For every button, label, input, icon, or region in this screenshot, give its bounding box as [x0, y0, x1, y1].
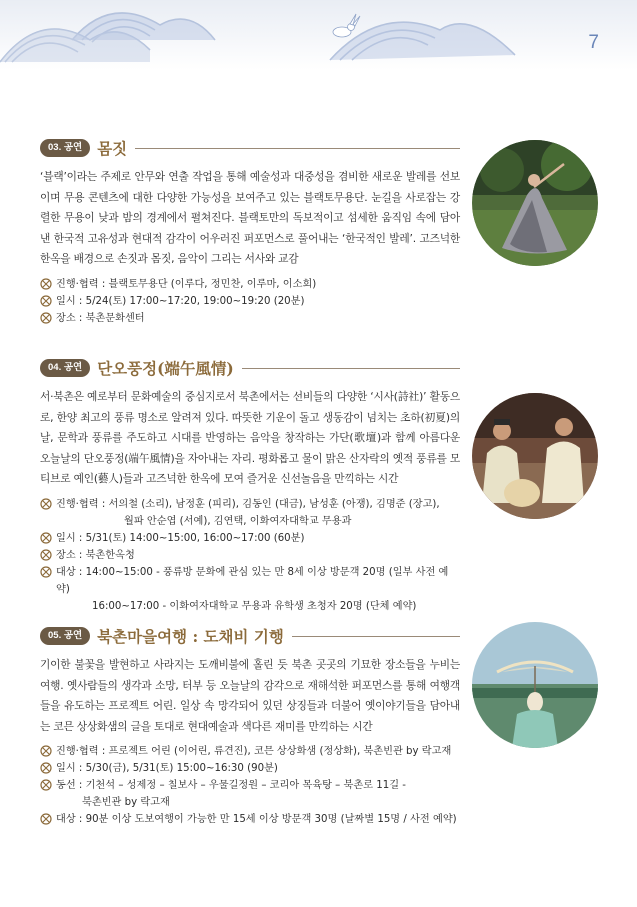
- cloud-pattern-illustration: [0, 0, 637, 70]
- info-continuation: 16:00~17:00 - 이화여자대학교 무용과 유학생 초청자 20명 (단체 예약): [92, 600, 417, 612]
- info-text: 대상 : 14:00~15:00 - 풍류방 문화에 관심 있는 만 8세 이상 방문객 20명 (일부 사전 예약): [56, 566, 449, 595]
- section-performance-04: [40, 357, 460, 615]
- info-continuation: 북촌빈관 by 락고재: [82, 797, 170, 808]
- flower-bullet-icon: [40, 762, 52, 774]
- section-heading: [40, 625, 460, 647]
- info-row: [40, 777, 460, 794]
- section-badge: 04. 공연: [40, 359, 90, 377]
- flower-bullet-icon: [40, 566, 52, 578]
- section-performance-05: [40, 625, 460, 828]
- divider: [292, 636, 460, 637]
- header-decoration: [0, 0, 637, 70]
- info-row: [40, 276, 460, 293]
- section-description: ‘블랙’이라는 주제로 안무와 연출 작업을 통해 예술성과 대중성을 겸비한 새로운 발레를 선보이며 무용 콘텐츠에 대한 다양한 가능성을 보여주고 있는 블랙토무용단. 눈길을 사로잡는 강렬한 무용이 낮과 밤의 경계에서 펼쳐진다. 블랙토만의 독보적이고 섬세한 움직임 속에 담아낸 한국적 고유성과 현대적 감각이 어우러진 퍼포먼스로 풀어내는 ‘한국적인 발레’. 고즈넉한 한옥을 배경으로 손짓과 몸짓, 음악이 그리는 서사와 교감: [40, 170, 460, 265]
- section-description: 기이한 불꽃을 발현하고 사라지는 도깨비불에 홀린 듯 북촌 곳곳의 기묘한 장소들을 누비는 여행. 옛사람들의 생각과 소망, 터부 등 오늘날의 감각으로 재해석한 퍼포먼스를 통해 여행객들을 유도하는 프로젝트 어린. 일상 속 망각되어 있던 상징들과 더불어 옛이야기들을 담아내는 코믄 상상화샘의 글을 토대로 현대예술과 색다른 재미를 만끽하는 시간: [40, 658, 460, 733]
- photo-ballet-dancer: [472, 140, 598, 266]
- section-description: 서·북촌은 예로부터 문화예술의 중심지로서 북촌에서는 선비들의 다양한 ‘시사(詩社)’ 활동으로, 한양 최고의 풍류 명소로 알려져 있다. 따뜻한 기운이 돌고 생동감이 넘치는 초하(初夏)의 날, 문학과 풍류를 주도하고 시대를 반영하는 음악을 창작하는 가단(歌壇)과 함께 아름다운 오늘날의 단오풍정(端午風情)을 자아내는 자리. 평화롭고 물이 맑은 산자락의 옛적 풍류를 모티브로 예인(藝人)들과 고즈넉한 한옥에 모여 즐거운 신선놀음을 만끽하는 시간: [40, 390, 460, 485]
- info-continuation: 월파 안순엽 (서예), 김연택, 이화여자대학교 무용과: [124, 515, 352, 527]
- info-text: 진행·협력 : 블랙토무용단 (이루다, 정민찬, 이루마, 이소희): [56, 278, 317, 290]
- section-title: 북촌마을여행 : 도채비 기행: [97, 627, 284, 646]
- section-heading: [40, 357, 460, 379]
- info-row: [40, 760, 460, 777]
- flower-bullet-icon: [40, 295, 52, 307]
- info-row: [40, 547, 460, 564]
- info-row: [40, 310, 460, 327]
- section-badge: 03. 공연: [40, 139, 90, 157]
- info-text: 대상 : 90분 이상 도보여행이 가능한 만 15세 이상 방문객 30명 (날짜별 15명 / 사전 예약): [56, 814, 457, 825]
- flower-bullet-icon: [40, 532, 52, 544]
- flower-bullet-icon: [40, 312, 52, 324]
- info-list: [40, 743, 460, 828]
- flower-bullet-icon: [40, 745, 52, 757]
- info-row: [40, 811, 460, 828]
- flower-bullet-icon: [40, 549, 52, 561]
- section-badge: 05. 공연: [40, 627, 90, 645]
- info-row: [40, 743, 460, 760]
- info-text: 일시 : 5/31(토) 14:00~15:00, 16:00~17:00 (60분): [56, 532, 305, 544]
- section-performance-03: [40, 137, 460, 327]
- flower-bullet-icon: [40, 779, 52, 791]
- info-text: 장소 : 북촌한옥청: [56, 549, 135, 561]
- flower-bullet-icon: [40, 813, 52, 825]
- divider: [135, 148, 460, 149]
- section-title: 단오풍정(端午風情): [97, 359, 234, 378]
- info-text: 장소 : 북촌문화센터: [56, 312, 145, 324]
- info-list: [40, 496, 460, 615]
- info-text: 일시 : 5/30(금), 5/31(토) 15:00~16:30 (90분): [56, 763, 278, 774]
- info-list: [40, 276, 460, 327]
- info-row: [40, 293, 460, 310]
- info-text: 진행·협력 : 서의철 (소리), 남정훈 (피리), 김동인 (대금), 남성훈 (아쟁), 김명준 (장고),: [56, 498, 440, 510]
- photo-traditional-musicians: [472, 393, 598, 519]
- info-text: 일시 : 5/24(토) 17:00~17:20, 19:00~19:20 (20분): [56, 295, 305, 307]
- page-number: 7: [588, 32, 599, 53]
- photo-masked-performer: [472, 622, 598, 748]
- flower-bullet-icon: [40, 278, 52, 290]
- info-text: 동선 : 기천석 – 성제정 – 칠보사 – 우물길정원 – 코리아 목육탕 – 북촌로 11길 -: [56, 780, 406, 791]
- flower-bullet-icon: [40, 498, 52, 510]
- section-heading: [40, 137, 460, 159]
- info-row: [40, 564, 460, 598]
- info-row: [40, 496, 460, 513]
- info-text: 진행·협력 : 프로젝트 어린 (이어린, 류견진), 코믄 상상화샘 (정상화), 북촌빈관 by 락고재: [56, 746, 452, 757]
- info-row: [40, 530, 460, 547]
- section-title: 몸짓: [97, 139, 128, 158]
- divider: [242, 368, 460, 369]
